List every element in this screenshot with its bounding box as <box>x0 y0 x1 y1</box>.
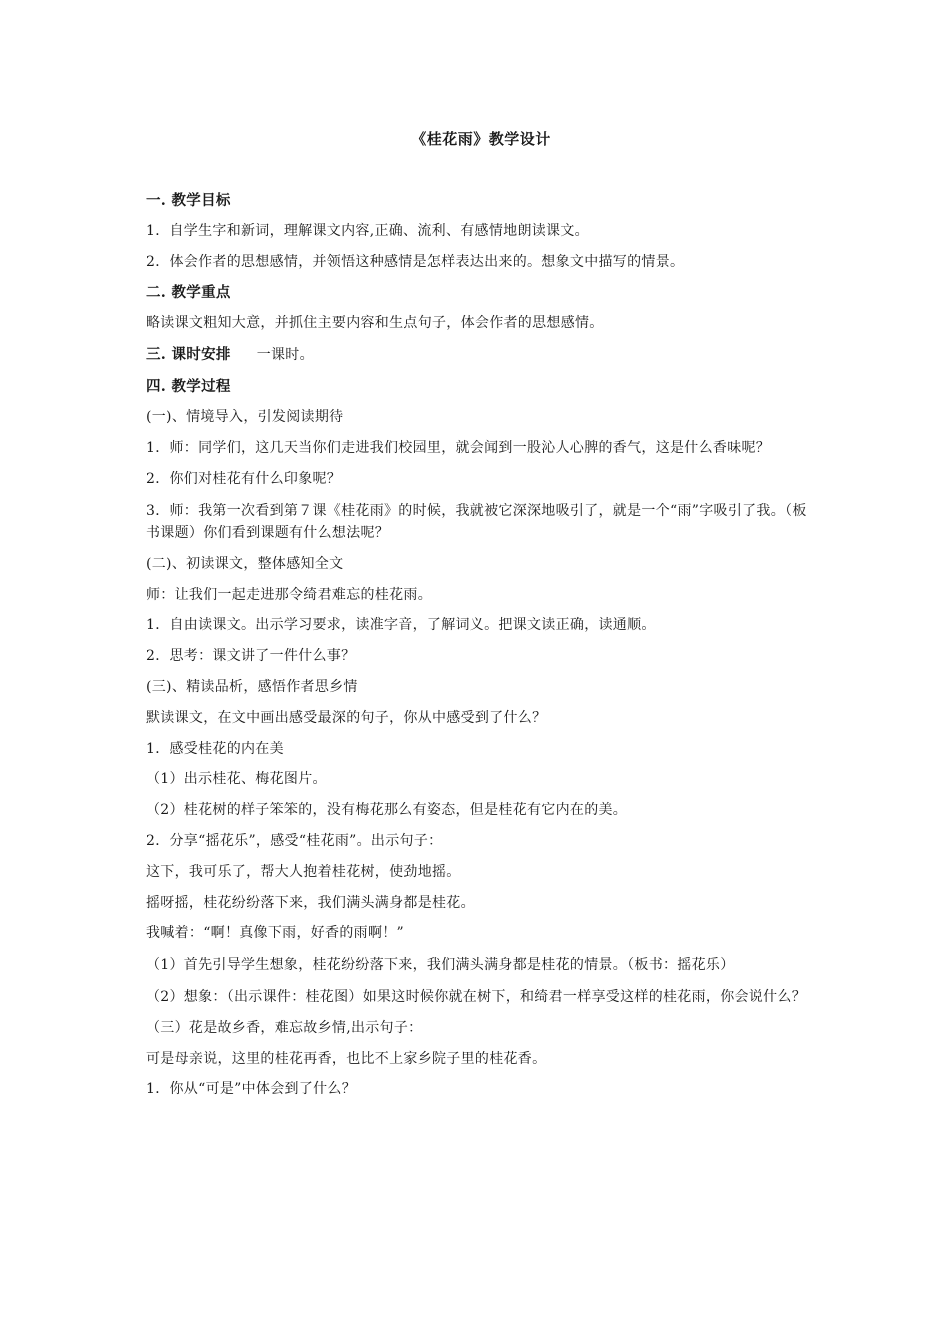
process-item: （三）花是故乡香，难忘故乡情,出示句子： <box>146 1019 423 1036</box>
goal-item-1: 1．自学生字和新词，理解课文内容,正确、流利、有感情地朗读课文。 <box>146 222 589 239</box>
process-section-1: (一)、情境导入，引发阅读期待 <box>146 408 344 425</box>
process-section-2: (二)、初读课文，整体感知全文 <box>146 555 344 572</box>
heading-schedule: 三. 课时安排 <box>146 345 231 363</box>
quote-line: 这下，我可乐了，帮大人抱着桂花树，使劲地摇。 <box>146 863 461 880</box>
process-item: 1．自由读课文。出示学习要求，读准字音，了解词义。把课文读正确，读通顺。 <box>146 617 656 634</box>
goal-item-2: 2．体会作者的思想感情，并领悟这种感情是怎样表达出来的。想象文中描写的情景。 <box>146 253 685 270</box>
process-item: （1）首先引导学生想象，桂花纷纷落下来，我们满头满身都是桂花的情景。（板书：摇花乐） <box>146 957 735 974</box>
process-item: 1．你从“可是”中体会到了什么？ <box>146 1081 357 1098</box>
process-item: （1）出示桂花、梅花图片。 <box>146 771 327 788</box>
heading-teaching-goals: 一. 教学目标 <box>146 192 231 209</box>
document-title: 《桂花雨》教学设计 <box>411 130 551 148</box>
process-item: 师：让我们一起走进那令绮君难忘的桂花雨。 <box>146 586 432 603</box>
process-item: 1．感受桂花的内在美 <box>146 740 284 757</box>
process-item: 2．分享“摇花乐”，感受“桂花雨”。出示句子： <box>146 832 443 849</box>
document-page <box>146 128 816 1110</box>
quote-line: 可是母亲说，这里的桂花再香，也比不上家乡院子里的桂花香。 <box>146 1050 547 1067</box>
schedule-line <box>146 344 816 366</box>
process-item: （2）想象：（出示课件：桂花图）如果这时候你就在树下，和绮君一样享受这样的桂花雨，你会说什么？ <box>146 988 807 1005</box>
schedule-value: 一课时。 <box>256 346 314 363</box>
quote-line: 摇呀摇，桂花纷纷落下来，我们满头满身都是桂花。 <box>146 894 475 911</box>
focus-text: 略读课文粗知大意，并抓住主要内容和生点句子，体会作者的思想感情。 <box>146 315 604 332</box>
quote-line: 我喊着：“啊！真像下雨，好香的雨啊！” <box>146 925 405 942</box>
process-item: 2．你们对桂花有什么印象呢？ <box>146 471 342 488</box>
process-item: 1．师：同学们，这几天当你们走进我们校园里，就会闻到一股沁人心脾的香气，这是什么香味呢？ <box>146 440 771 457</box>
process-item: （2）桂花树的样子笨笨的，没有梅花那么有姿态，但是桂花有它内在的美。 <box>146 802 628 819</box>
process-item: 3．师：我第一次看到第７课《桂花雨》的时候，我就被它深深地吸引了，就是一个“雨”字吸引了我。（板书课题）你们看到课题有什么想法呢？ <box>146 502 807 541</box>
process-item: 2．思考：课文讲了一件什么事？ <box>146 648 356 665</box>
process-item: 默读课文，在文中画出感受最深的句子，你从中感受到了什么？ <box>146 709 547 726</box>
heading-teaching-process: 四. 教学过程 <box>146 377 231 395</box>
process-section-3: (三)、精读品析，感悟作者思乡情 <box>146 678 358 695</box>
heading-teaching-focus: 二. 教学重点 <box>146 284 231 302</box>
